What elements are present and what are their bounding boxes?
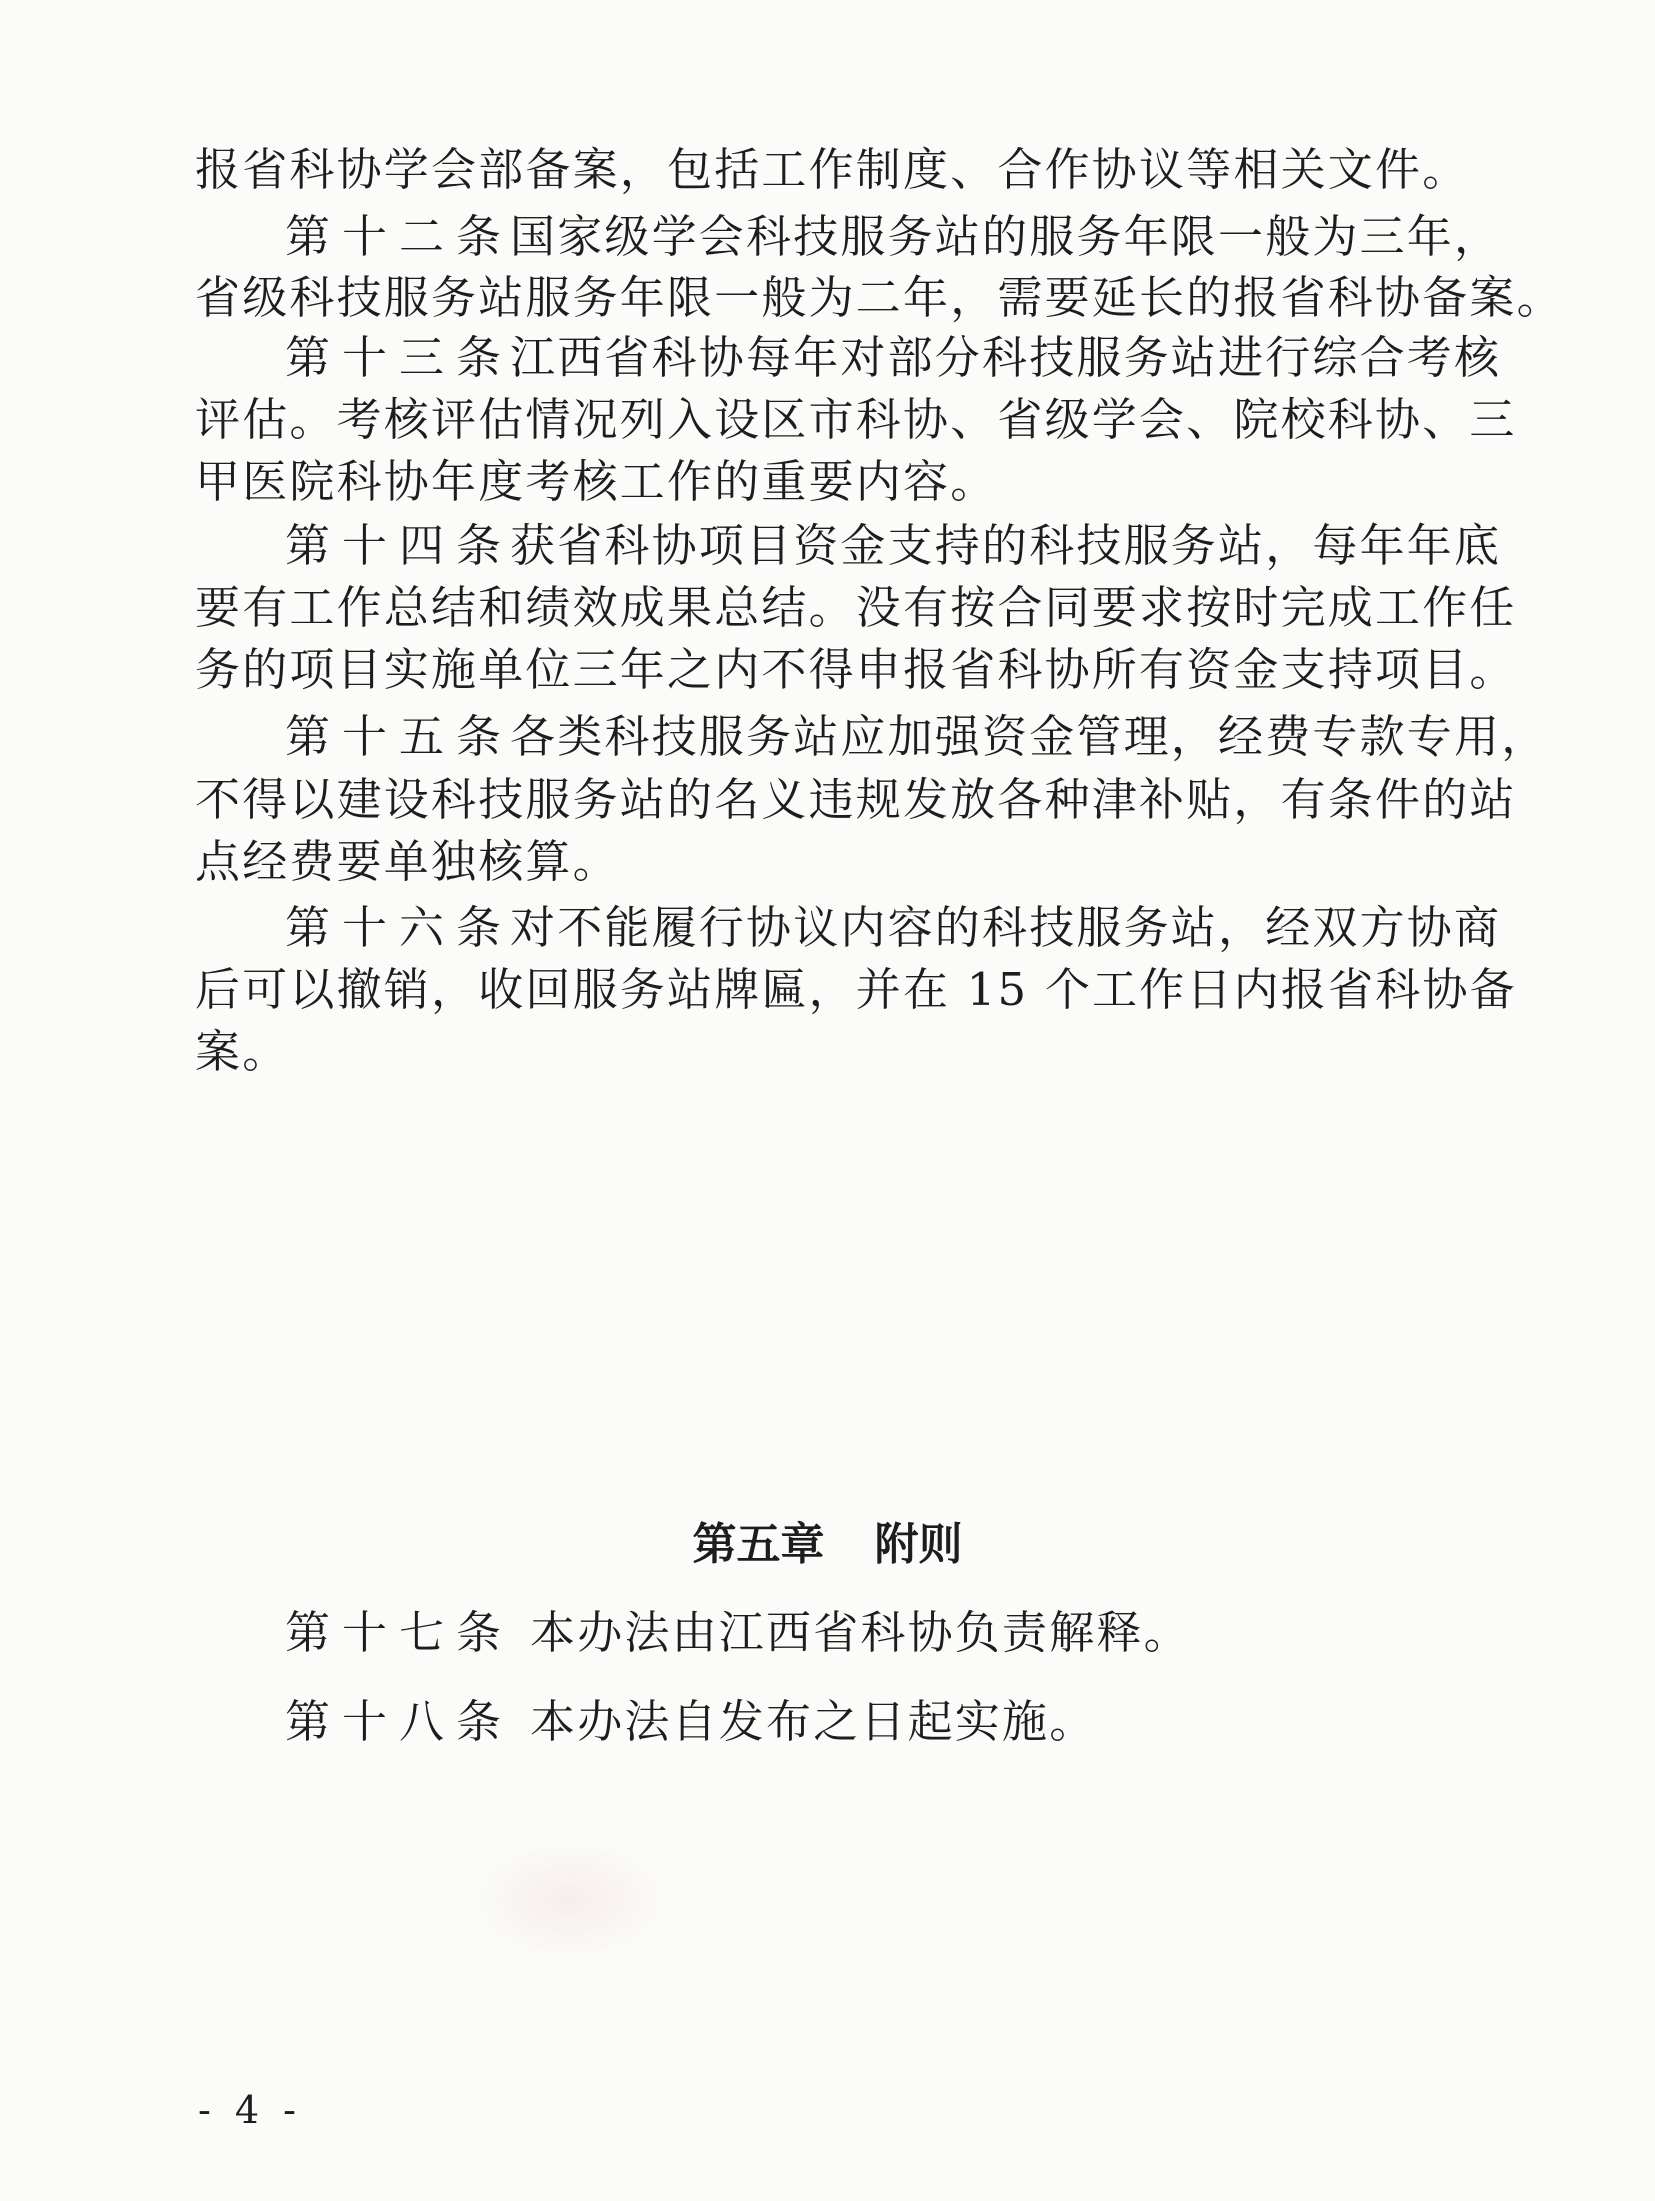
article-12-text-1: 国家级学会科技服务站的服务年限一般为三年， [510, 210, 1502, 263]
article-17-text: 本办法由江西省科协负责解释。 [530, 1606, 1191, 1659]
faint-seal-mark [470, 1840, 670, 1960]
article-16-first-line [285, 898, 1502, 958]
article-12-number: 第十二条 [285, 210, 514, 263]
article-16-line-2: 后可以撤销，收回服务站牌匾，并在 15 个工作日内报省科协备 [195, 963, 1517, 1016]
article-17-line [285, 1603, 1191, 1663]
article-12-line-2: 省级科技服务站服务年限一般为二年，需要延长的报省科协备案。 [195, 271, 1564, 324]
article-13-text-1: 江西省科协每年对部分科技服务站进行综合考核 [510, 331, 1502, 384]
article-14-line-2: 要有工作总结和绩效成果总结。没有按合同要求按时完成工作任 [195, 581, 1517, 634]
article-14-number: 第十四条 [285, 519, 514, 572]
article-18-text: 本办法自发布之日起实施。 [530, 1695, 1097, 1748]
article-12-first-line [285, 207, 1502, 267]
article-16-text-1: 对不能履行协议内容的科技服务站，经双方协商 [510, 901, 1502, 954]
chapter-number: 第五章 [692, 1519, 825, 1570]
article-15-line-3: 点经费要单独核算。 [195, 835, 620, 888]
article-15-first-line [285, 707, 1549, 767]
article-14-first-line [285, 516, 1502, 576]
article-17-number: 第十七条 [285, 1606, 514, 1659]
article-18-number: 第十八条 [285, 1695, 514, 1748]
article-13-line-2: 评估。考核评估情况列入设区市科协、省级学会、院校科协、三 [195, 393, 1517, 446]
article-18-line [285, 1692, 1096, 1752]
article-13-first-line [285, 328, 1502, 388]
article-16-number: 第十六条 [285, 901, 514, 954]
page-number: - 4 - [198, 2088, 303, 2132]
article-13-number: 第十三条 [285, 331, 514, 384]
article-15-line-2: 不得以建设科技服务站的名义违规发放各种津补贴，有条件的站 [195, 773, 1517, 826]
article-13-line-3: 甲医院科协年度考核工作的重要内容。 [195, 455, 998, 508]
article-14-line-3: 务的项目实施单位三年之内不得申报省科协所有资金支持项目。 [195, 643, 1517, 696]
article-14-text-1: 获省科协项目资金支持的科技服务站，每年年底 [510, 519, 1502, 572]
chapter-title: 附则 [874, 1519, 963, 1570]
article-16-line-3: 案。 [195, 1025, 290, 1078]
chapter-heading [0, 1515, 1655, 1575]
text-line-1: 报省科协学会部备案，包括工作制度、合作协议等相关文件。 [195, 143, 1470, 196]
article-15-text-1: 各类科技服务站应加强资金管理，经费专款专用， [510, 710, 1549, 763]
article-15-number: 第十五条 [285, 710, 514, 763]
